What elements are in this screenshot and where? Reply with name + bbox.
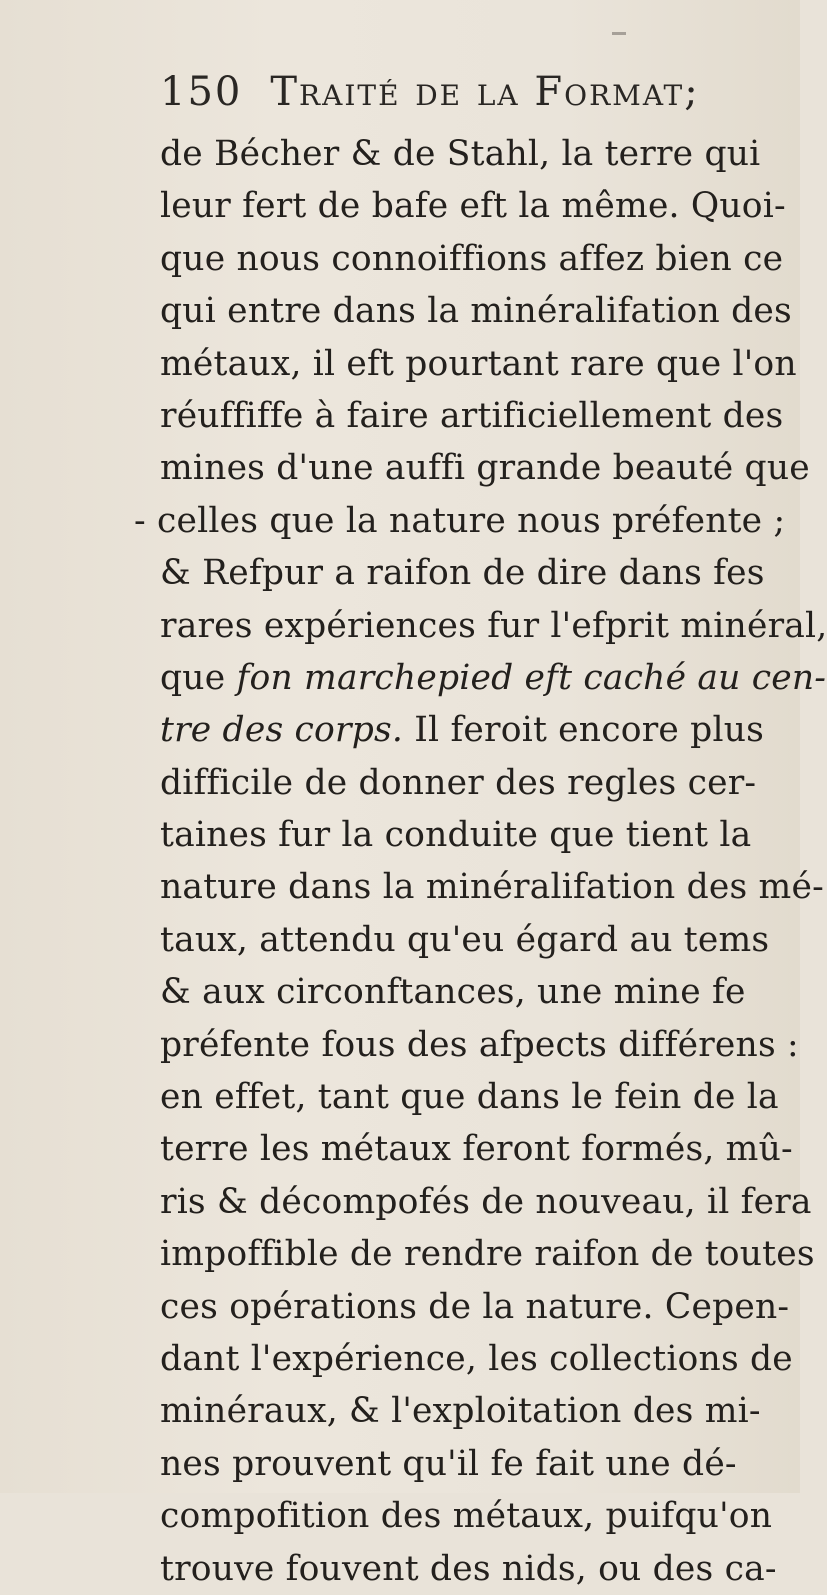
- quotation-italic: tre des corps.: [160, 710, 404, 751]
- text-line: réuffiffe à faire artificiellement des: [160, 395, 784, 436]
- text-line: en effet, tant que dans le fein de la: [160, 1077, 779, 1118]
- running-head: [160, 62, 780, 122]
- text-line: [160, 704, 800, 756]
- quotation-italic: fon marchepied eft caché au cen-: [236, 657, 827, 698]
- text-line: taux, attendu qu'eu égard au tems: [160, 919, 770, 960]
- text-line: dant l'expérience, les collections de: [160, 1338, 793, 1379]
- text-line: taines fur la conduite que tient la: [160, 815, 752, 856]
- text-line: ris & décompofés de nouveau, il fera: [160, 1181, 812, 1222]
- line-text: que: [160, 657, 237, 698]
- text-line: impoffible de rendre raifon de toutes: [160, 1234, 815, 1275]
- text-line: terre les métaux feront formés, mû-: [160, 1129, 793, 1170]
- text-line: [160, 652, 827, 704]
- text-line: & Refpur a raifon de dire dans fes: [160, 553, 765, 594]
- text-line: que nous connoiffions affez bien ce: [160, 238, 784, 279]
- line-text: celles que la nature nous préfente ;: [157, 500, 786, 541]
- text-line: trouve fouvent des nids, ou des ca-: [160, 1548, 777, 1589]
- page-number: 150: [160, 69, 243, 115]
- text-line: métaux, il eft pourtant rare que l'on: [160, 343, 797, 384]
- line-marker: -: [134, 500, 158, 541]
- line-text: Il feroit encore plus: [403, 710, 765, 751]
- text-line: minéraux, & l'exploitation des mi-: [160, 1391, 761, 1432]
- text-line: & aux circonftances, une mine fe: [160, 972, 746, 1013]
- text-line: préfente fous des afpects différens :: [160, 1024, 799, 1065]
- body-text: [134, 128, 827, 1595]
- text-line: de Bécher & de Stahl, la terre qui: [160, 134, 761, 174]
- running-title: Traité de la Format;: [270, 69, 700, 115]
- text-line: [134, 495, 800, 547]
- text-line: ces opérations de la nature. Cepen-: [160, 1286, 790, 1327]
- text-line: nature dans la minéralifation des mé-: [160, 867, 824, 908]
- text-line: compofition des métaux, puifqu'on: [160, 1496, 773, 1537]
- text-line: leur fert de bafe eft la même. Quoi-: [160, 186, 786, 227]
- text-line: nes prouvent qu'il fe fait une dé-: [160, 1443, 737, 1484]
- printer-mark: [612, 32, 626, 35]
- text-line: qui entre dans la minéralifation des: [160, 291, 792, 332]
- text-line: mines d'une auffi grande beauté que: [160, 448, 810, 489]
- text-line: difficile de donner des regles cer-: [160, 762, 757, 803]
- text-line: rares expériences fur l'efprit minéral,: [160, 605, 827, 646]
